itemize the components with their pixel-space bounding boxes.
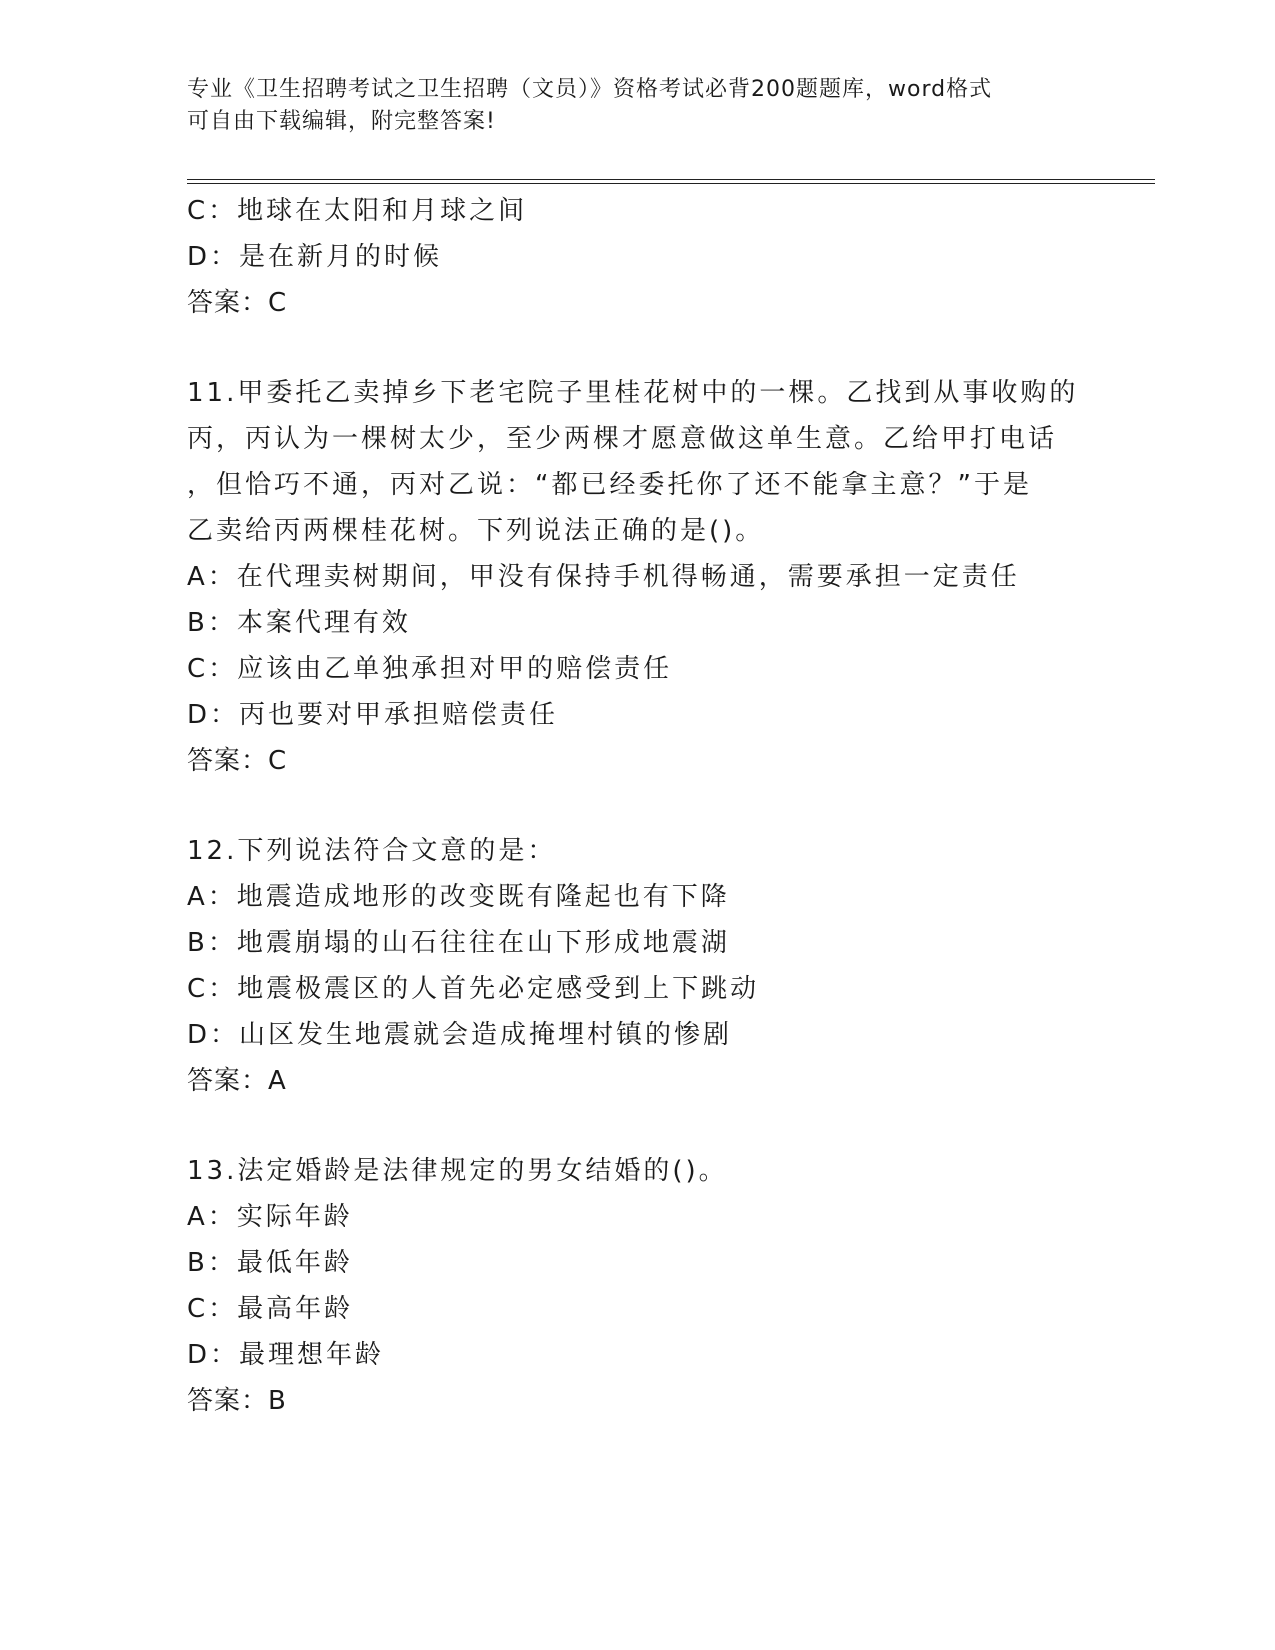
question-block-11	[187, 370, 1087, 784]
header-divider-bottom	[187, 183, 1155, 184]
option-d: D：最理想年龄	[187, 1340, 385, 1370]
question-block-13	[187, 1148, 1087, 1424]
option-a: A：实际年龄	[187, 1202, 353, 1232]
option-c: C：地球在太阳和月球之间	[187, 196, 528, 226]
header-line-2: 可自由下载编辑，附完整答案!	[187, 109, 496, 134]
option-c: C：应该由乙单独承担对甲的赔偿责任	[187, 654, 673, 684]
question-stem-line: 乙卖给丙两棵桂花树。下列说法正确的是()。	[187, 516, 765, 546]
option-d: D：山区发生地震就会造成掩埋村镇的惨剧	[187, 1020, 733, 1050]
question-stem-line: 12.下列说法符合文意的是：	[187, 836, 557, 866]
question-stem-line: 13.法定婚龄是法律规定的男女结婚的()。	[187, 1156, 728, 1186]
option-d: D：丙也要对甲承担赔偿责任	[187, 700, 559, 730]
question-block-continued	[187, 188, 1087, 326]
option-a: A：在代理卖树期间，甲没有保持手机得畅通，需要承担一定责任	[187, 562, 1020, 592]
question-stem-line: 11.甲委托乙卖掉乡下老宅院子里桂花树中的一棵。乙找到从事收购的	[187, 378, 1079, 408]
answer-line: 答案：A	[187, 1066, 287, 1096]
question-stem-line: ，但恰巧不通，丙对乙说：“都已经委托你了还不能拿主意？”于是	[187, 470, 1032, 500]
question-stem-line: 丙，丙认为一棵树太少，至少两棵才愿意做这单生意。乙给甲打电话	[187, 424, 1058, 454]
page-header	[187, 74, 1087, 138]
option-b: B：最低年龄	[187, 1248, 353, 1278]
answer-line: 答案：C	[187, 746, 288, 776]
header-line-1: 专业《卫生招聘考试之卫生招聘（文员）》资格考试必背200题题库，word格式	[187, 77, 993, 102]
header-divider-top	[187, 179, 1155, 180]
question-block-12	[187, 828, 1087, 1104]
option-c: C：地震极震区的人首先必定感受到上下跳动	[187, 974, 760, 1004]
question-list	[187, 188, 1087, 1468]
answer-line: 答案：C	[187, 288, 288, 318]
option-b: B：地震崩塌的山石往往在山下形成地震湖	[187, 928, 730, 958]
answer-line: 答案：B	[187, 1386, 287, 1416]
option-c: C：最高年龄	[187, 1294, 354, 1324]
option-a: A：地震造成地形的改变既有隆起也有下降	[187, 882, 730, 912]
option-b: B：本案代理有效	[187, 608, 411, 638]
option-d: D：是在新月的时候	[187, 242, 443, 272]
